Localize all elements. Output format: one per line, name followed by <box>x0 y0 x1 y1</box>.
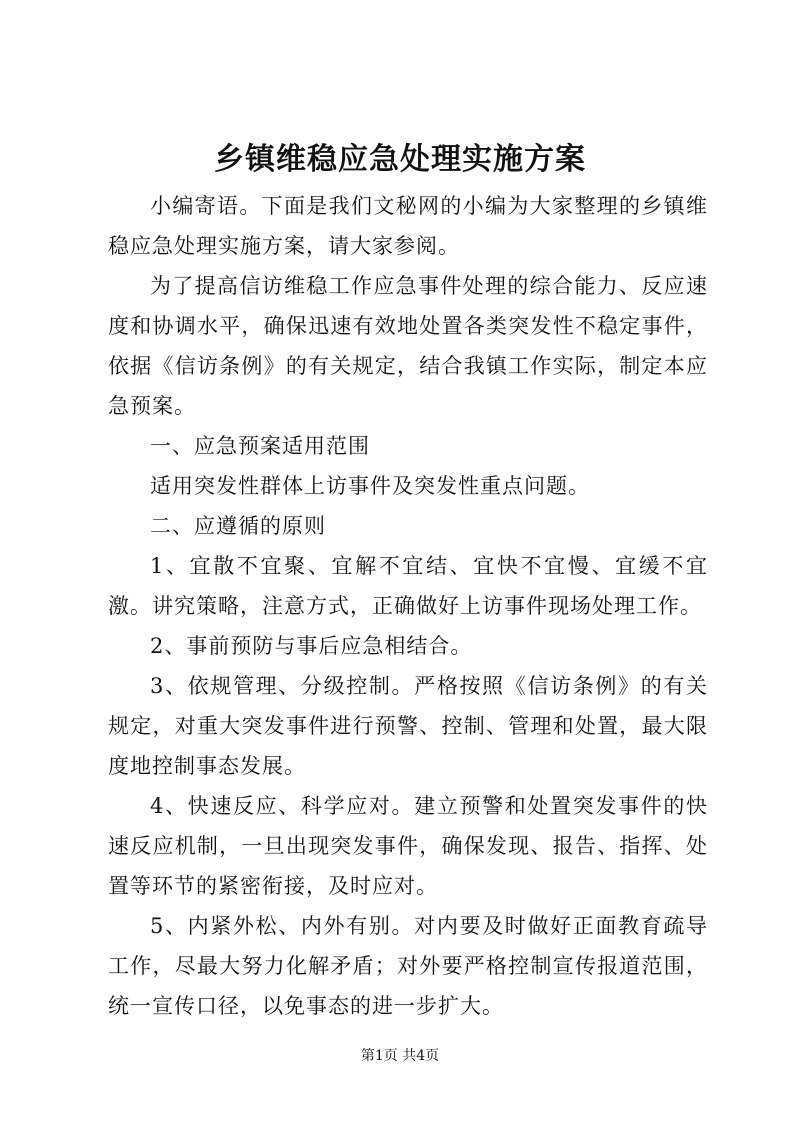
principle-item-2: 2、事前预防与事后应急相结合。 <box>150 634 473 658</box>
document-title: 乡镇维稳应急处理实施方案 <box>214 142 586 177</box>
section-heading-scope: 一、应急预案适用范围 <box>150 434 370 458</box>
page-number: 第1页 共4页 <box>360 1048 440 1064</box>
principle-item-4: 4、快速反应、科学应对。建立预警和处置突发事件的快速反应机制，一旦出现突发事件，确保发现、报告、指挥、处置等环节的紧密衔接，及时应对。 <box>108 794 708 898</box>
document-body <box>108 186 708 1026</box>
principle-item-3: 3、依规管理、分级控制。严格按照《信访条例》的有关规定，对重大突发事件进行预警、控制、管理和处置，最大限度地控制事态发展。 <box>108 674 708 778</box>
principle-item-1: 1、宜散不宜聚、宜解不宜结、宜快不宜慢、宜缓不宜激。讲究策略，注意方式，正确做好上访事件现场处理工作。 <box>108 554 708 618</box>
section-heading-principles: 二、应遵循的原则 <box>150 514 326 538</box>
principle-item-5: 5、内紧外松、内外有别。对内要及时做好正面教育疏导工作，尽最大努力化解矛盾；对外要严格控制宣传报道范围，统一宣传口径，以免事态的进一步扩大。 <box>108 914 708 1018</box>
paragraph-intro: 小编寄语。下面是我们文秘网的小编为大家整理的乡镇维稳应急处理实施方案，请大家参阅。 <box>108 194 708 258</box>
paragraph-purpose: 为了提高信访维稳工作应急事件处理的综合能力、反应速度和协调水平，确保迅速有效地处置各类突发性不稳定事件，依据《信访条例》的有关规定，结合我镇工作实际，制定本应急预案。 <box>108 274 708 418</box>
paragraph-scope: 适用突发性群体上访事件及突发性重点问题。 <box>150 474 590 498</box>
